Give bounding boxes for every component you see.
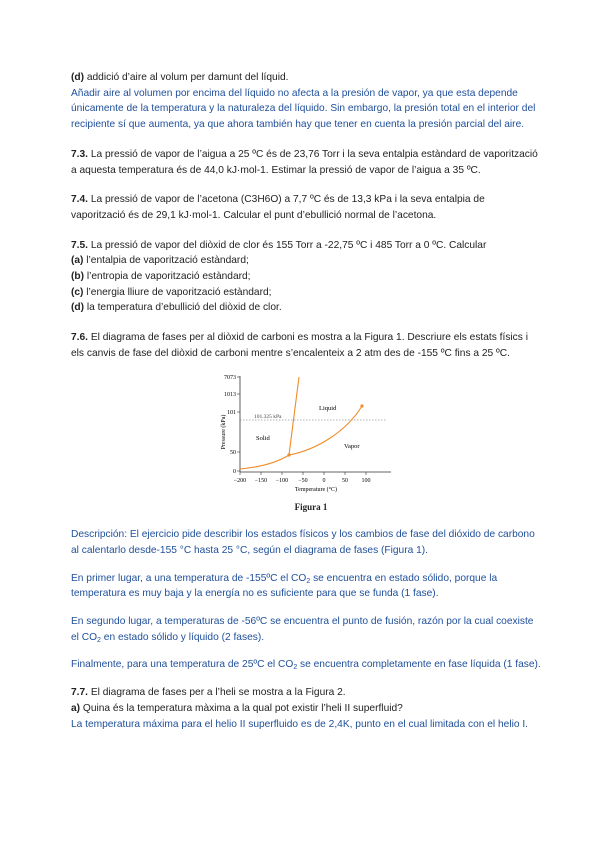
q73-number: 7.3. <box>71 148 88 160</box>
q75-item-b-text: l’entropia de vaporització estàndard; <box>84 271 251 283</box>
xtick-5: 50 <box>342 477 348 484</box>
q75-item-a-text: l’entalpia de vaporització estàndard; <box>83 255 249 267</box>
ytick-3: 50 <box>230 449 236 456</box>
q75-item-b-label: (b) <box>71 271 85 283</box>
q76-paragraph-3 <box>71 657 541 673</box>
x-ticks <box>240 472 366 475</box>
ytick-2: 101 <box>227 409 236 416</box>
q75-number: 7.5. <box>71 239 88 251</box>
q76-p3-end: se encuentra completamente en fase líquida (1 fase). <box>297 659 541 671</box>
q76-description: Descripción: El ejercicio pide describir los estados físicos y los cambios de fase del dióxido de carbono al calentarlo desde-155 °C hasta 25 °C, según el diagrama de fases (Figura 1). <box>71 529 535 556</box>
q74-statement <box>71 192 541 223</box>
q76-p2-start: En segundo lugar, a temperaturas de -56ºC se encuentra el punto de fusión, razón por la cual coexiste el CO <box>71 616 534 643</box>
q6d-statement <box>71 70 541 86</box>
q77-answer: La temperatura máxima para el helio II superfluido es de 2,4K, punto en el cual limitada con el helio I. <box>71 718 529 730</box>
q75-item-d-label: (d) <box>71 302 85 314</box>
q73-statement <box>71 147 541 178</box>
q76-p3-start: Finalmente, para una temperatura de 25ºC el CO <box>71 659 294 671</box>
q6d-answer: Añadir aire al volumen por encima del líquido no afecta a la presión de vapor, ya que esta depende únicamente de la temperatura y la naturaleza del líquido. Sin embargo, la presión total en el interior del recipiente sí que aumenta, ya que ahora también hay que tener en cuenta la presión parcial del aire. <box>71 87 536 131</box>
document-page <box>71 70 541 732</box>
q6d-text: addició d’aire al volum per damunt del líquid. <box>84 72 289 83</box>
q77-text: El diagrama de fases per a l’heli se mostra a la Figura 2. <box>88 687 346 699</box>
q74-text: La pressió de vapor de l’acetona (C3H6O) a 7,7 ºC és de 13,3 kPa i la seva entalpia de vaporització és de 29,1 kJ·mol-1. Calcular el punt d’ebullició normal de l’acetona. <box>71 194 485 221</box>
q77-part-a-label: a) <box>71 702 81 714</box>
subscript-2: 2 <box>293 664 298 672</box>
q77-number: 7.7. <box>71 687 88 699</box>
q76-paragraph-2 <box>71 614 541 645</box>
q6d-label: (d) <box>71 72 85 83</box>
q75-statement <box>71 238 541 254</box>
melting-curve <box>289 377 299 455</box>
ytick-4: 0 <box>233 468 236 475</box>
q75-item-b <box>71 269 541 285</box>
x-axis-label: Temperature (°C) <box>294 486 338 493</box>
q76-text: El diagrama de fases per al diòxid de carboni es mostra a la Figura 1. Descriure els estats físics i els canvis de fase del diòxid de carboni mentre s’encalenteix a 2 atm des de -155 ºC fins a 25 ºC. <box>71 332 528 359</box>
y-axis-label: Pressure (kPa) <box>221 414 227 449</box>
q76-paragraph-1 <box>71 571 541 602</box>
q76-statement <box>71 330 541 361</box>
reference-pressure-label: 101.325 kPa <box>254 413 282 420</box>
q76-p1-end: se encuentra en estado sólido, porque la temperatura es muy baja y la energía no es suficiente para que se funda (1 fase). <box>71 572 498 600</box>
q77-part-a-text: Quina és la temperatura màxima a la qual pot existir l’heli II superfluid? <box>80 702 403 714</box>
xtick-1: −150 <box>254 477 268 484</box>
ytick-1: 1013 <box>224 391 236 398</box>
critical-point <box>360 404 363 407</box>
region-vapor-label: Vapor <box>344 442 360 450</box>
region-liquid-label: Liquid <box>319 404 337 412</box>
q77-statement <box>71 685 541 701</box>
xtick-4: 0 <box>322 477 326 484</box>
q76-p2-end: en estado sólido y líquido (2 fases). <box>100 631 265 643</box>
q75-item-c-label: (c) <box>71 286 84 298</box>
q73-text: La pressió de vapor de l’aigua a 25 ºC és de 23,76 Torr i la seva entalpia estàndard de vaporització a aquesta temperatura és de 44,0 kJ·mol-1. Estimar la pressió de vapor de l’aigua a 35 ºC. <box>71 148 538 176</box>
q75-item-c-text: l’energia lliure de vaporització estàndard; <box>83 286 272 298</box>
q75-item-d-text: la temperatura d’ebullició del diòxid de clor. <box>84 302 282 314</box>
q75-item-a-label: (a) <box>71 255 84 267</box>
subscript-2: 2 <box>306 577 311 585</box>
q75-item-c <box>71 285 541 301</box>
q77-part-a <box>71 701 541 717</box>
phase-diagram-svg <box>216 372 406 502</box>
co2-phase-diagram <box>216 372 406 502</box>
triple-point <box>287 453 290 456</box>
figure-caption: Figura 1 <box>294 501 328 512</box>
sublimation-curve <box>240 455 289 469</box>
q76-p1-start: En primer lugar, a una temperatura de -155ºC el CO <box>71 572 307 584</box>
xtick-2: −100 <box>275 477 289 484</box>
q75-item-a <box>71 253 541 269</box>
xtick-3: −50 <box>298 477 308 484</box>
region-solid-label: Solid <box>256 434 270 442</box>
q75-item-d <box>71 300 541 316</box>
xtick-0: −200 <box>233 477 247 484</box>
subscript-2: 2 <box>97 636 101 644</box>
ytick-0: 7073 <box>224 374 236 381</box>
q75-text: La pressió de vapor del diòxid de clor és 155 Torr a -22,75 ºC i 485 Torr a 0 ºC. Calcular <box>88 239 487 251</box>
xtick-6: 100 <box>361 477 371 484</box>
q76-number: 7.6. <box>71 332 88 344</box>
q74-number: 7.4. <box>71 194 88 206</box>
